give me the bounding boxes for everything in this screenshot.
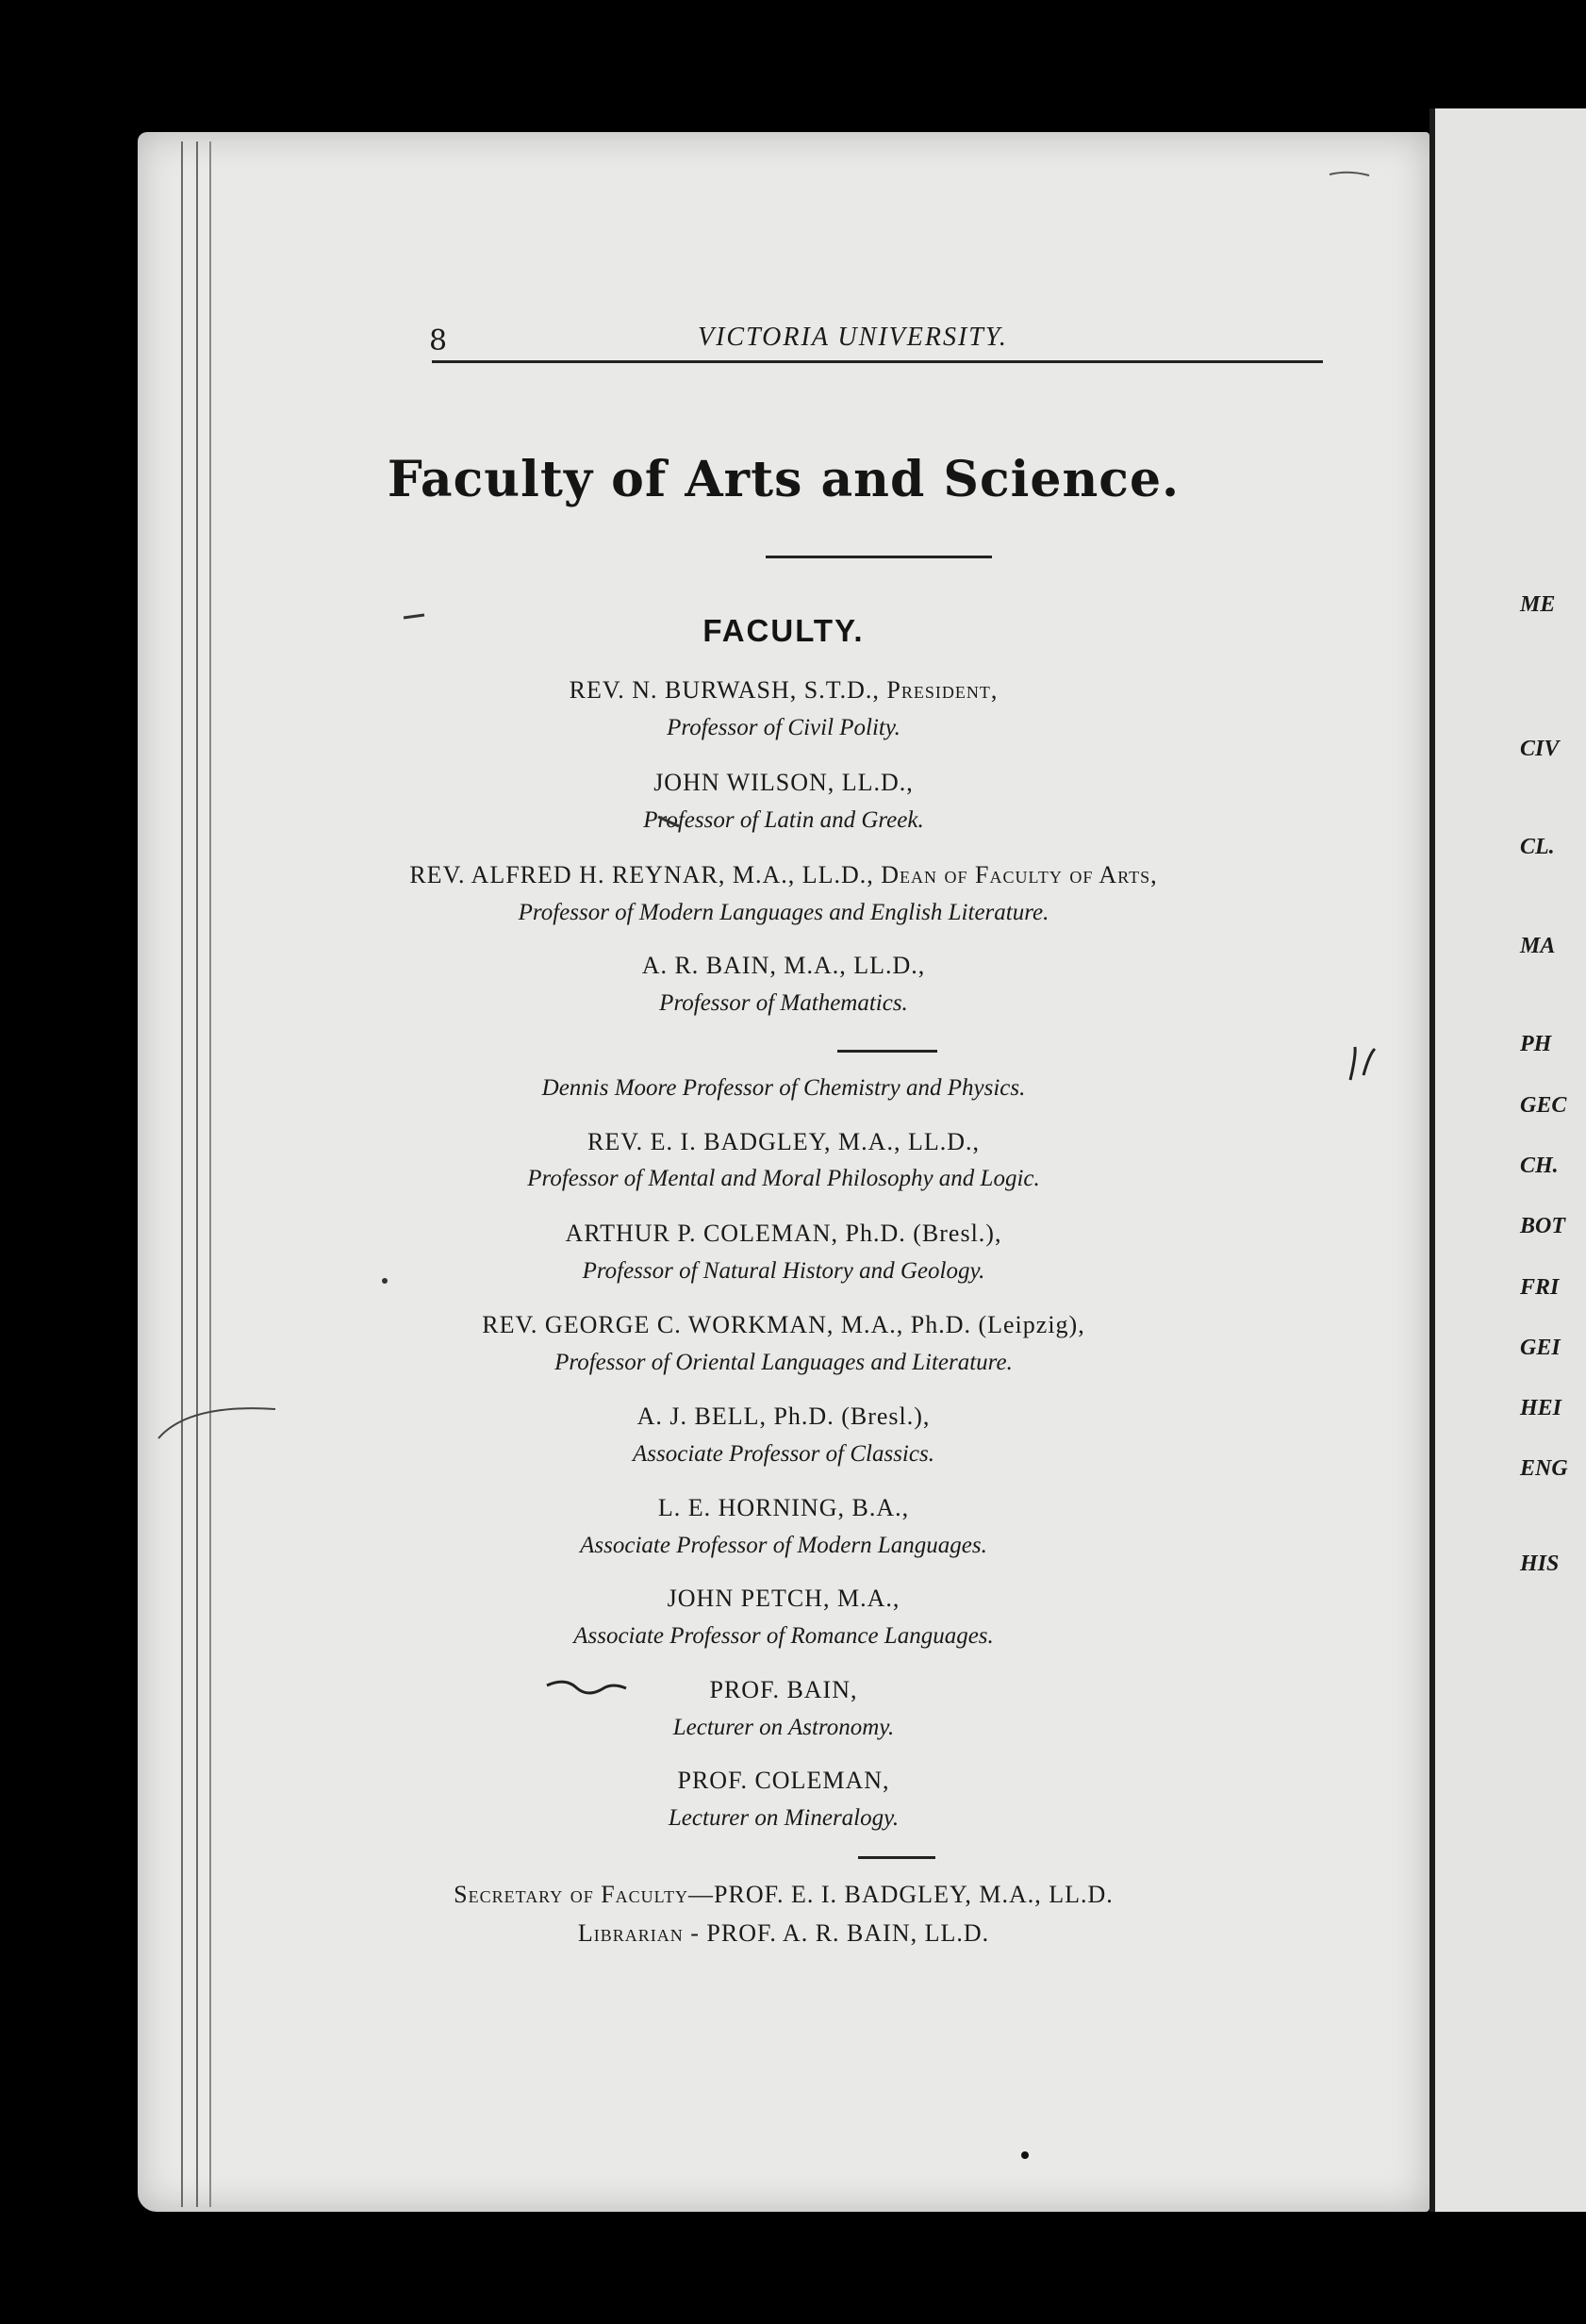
faculty-title: Professor of Civil Polity.	[667, 715, 900, 740]
role-text: Dean of Faculty of Arts,	[881, 861, 1158, 888]
chair-line: Dennis Moore Professor of Chemistry and Physics.	[541, 1075, 1026, 1101]
faculty-name: JOHN PETCH, M.A.,	[667, 1585, 900, 1612]
page-title: Faculty of Arts and Science.	[387, 451, 1181, 508]
faculty-name: A. R. BAIN, M.A., LL.D.,	[641, 952, 926, 979]
faculty-name: PROF. COLEMAN,	[677, 1767, 890, 1794]
facing-page-fragment: CL.	[1520, 835, 1555, 859]
name-text: REV. N. BURWASH, S.T.D.,	[569, 676, 887, 704]
faculty-name: L. E. HORNING, B.A.,	[657, 1494, 910, 1521]
faculty-title: Professor of Natural History and Geology.	[582, 1258, 985, 1284]
faculty-title: Associate Professor of Modern Languages.	[580, 1533, 987, 1558]
faculty-name: PROF. BAIN,	[709, 1676, 858, 1703]
facing-page-fragment: ENG	[1520, 1456, 1568, 1481]
facing-page-fragment: BOT	[1520, 1214, 1565, 1238]
facing-page-fragment: HIS	[1520, 1552, 1560, 1576]
running-title: VICTORIA UNIVERSITY.	[698, 323, 1008, 352]
section-heading: FACULTY.	[702, 613, 865, 648]
facing-page-fragment: MA	[1520, 934, 1556, 958]
facing-page-fragment: CIV	[1520, 737, 1560, 761]
role-text: President,	[886, 676, 999, 704]
faculty-title: Professor of Oriental Languages and Literature.	[554, 1350, 1013, 1375]
facing-page-fragment: GEC	[1520, 1093, 1567, 1118]
faculty-title: Professor of Latin and Greek.	[643, 807, 924, 833]
faculty-title: Professor of Mathematics.	[659, 990, 908, 1016]
facing-page-fragment: PH	[1520, 1032, 1552, 1056]
faculty-name: JOHN WILSON, LL.D.,	[653, 769, 914, 796]
facing-page-fragment: FRI	[1520, 1275, 1560, 1300]
faculty-title: Associate Professor of Romance Languages.	[573, 1623, 994, 1649]
officer-label: Secretary of Faculty	[454, 1881, 689, 1908]
facing-page-fragment: HEI	[1520, 1396, 1562, 1420]
facing-page-fragment: ME	[1520, 592, 1556, 617]
facing-page-fragment: CH.	[1520, 1154, 1559, 1178]
faculty-name: ARTHUR P. COLEMAN, Ph.D. (Bresl.),	[565, 1220, 1002, 1247]
faculty-title: Lecturer on Astronomy.	[672, 1715, 895, 1740]
faculty-title: Associate Professor of Classics.	[633, 1441, 934, 1467]
faculty-name: REV. GEORGE C. WORKMAN, M.A., Ph.D. (Leipzig),	[482, 1311, 1085, 1338]
faculty-name: A. J. BELL, Ph.D. (Bresl.),	[636, 1403, 931, 1430]
page-number: 8	[429, 324, 448, 357]
officer-value: —PROF. E. I. BADGLEY, M.A., LL.D.	[688, 1881, 1114, 1908]
faculty-title: Professor of Mental and Moral Philosophy and Logic.	[527, 1166, 1040, 1191]
faculty-name: REV. E. I. BADGLEY, M.A., LL.D.,	[587, 1128, 980, 1155]
officer-label: Librarian	[577, 1919, 684, 1947]
name-text: REV. ALFRED H. REYNAR, M.A., LL.D.,	[409, 861, 882, 888]
facing-page-fragment: GEI	[1520, 1336, 1561, 1360]
faculty-title: Lecturer on Mineralogy.	[668, 1805, 900, 1831]
officer-value: - PROF. A. R. BAIN, LL.D.	[683, 1919, 990, 1947]
faculty-title: Professor of Modern Languages and English Literature.	[518, 900, 1049, 925]
